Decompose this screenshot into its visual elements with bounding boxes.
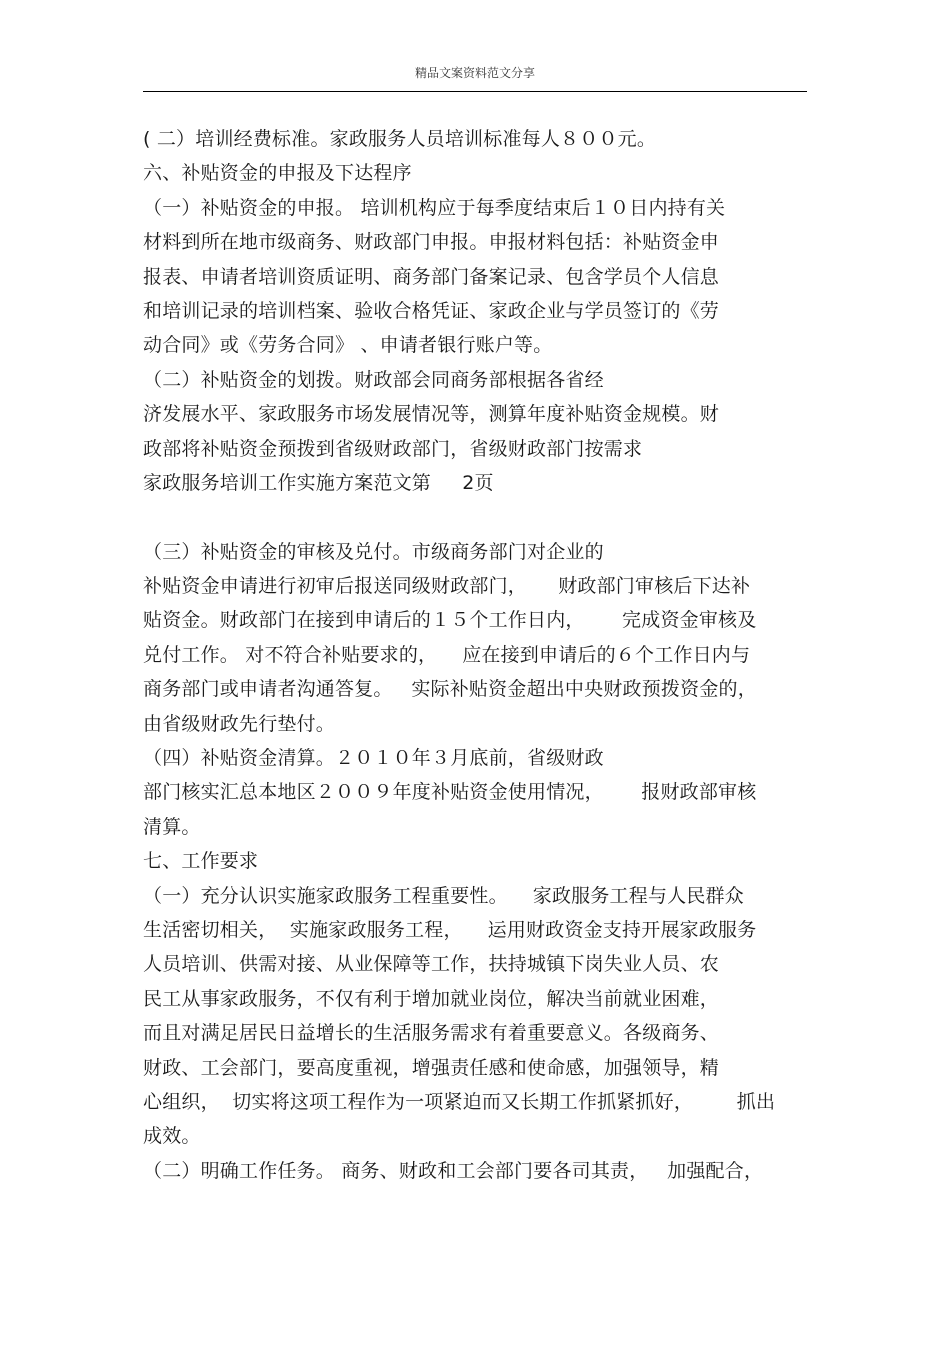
page-footer-line: 家政服务培训工作实施方案范文第 2页: [143, 471, 494, 494]
body-line: 清算。: [143, 815, 201, 838]
document-body: [143, 122, 823, 1188]
body-line: 部门核实汇总本地区２００９年度补贴资金使用情况， 报财政部审核: [143, 781, 757, 804]
body-line: （二）补贴资金的划拨。财政部会同商务部根据各省经: [143, 368, 604, 391]
body-line: （一）充分认识实施家政服务工程重要性。 家政服务工程与人民群众: [143, 884, 744, 907]
body-line: 济发展水平、家政服务市场发展情况等，测算年度补贴资金规模。财: [143, 403, 720, 426]
body-line: 动合同》或《劳务合同》 、申请者银行账户等。: [143, 334, 553, 357]
header-divider: [143, 91, 807, 92]
page-header-title: 精品文案资料范文分享: [414, 66, 535, 80]
body-line: 人员培训、供需对接、从业保障等工作，扶持城镇下岗失业人员、农: [143, 953, 720, 976]
body-line: 成效。: [143, 1125, 201, 1148]
body-line: ( 二）培训经费标准。家政服务人员培训标准每人８００元。: [143, 128, 657, 150]
body-line: 贴资金。财政部门在接到申请后的１５个工作日内， 完成资金审核及: [143, 609, 757, 632]
body-line: 政部将补贴资金预拨到省级财政部门，省级财政部门按需求: [143, 437, 643, 460]
body-line: 心组织， 切实将这项工程作为一项紧迫而又长期工作抓紧抓好， 抓出: [143, 1090, 776, 1113]
body-line: 民工从事家政服务，不仅有利于增加就业岗位，解决当前就业困难，: [143, 987, 720, 1010]
body-line: （一）补贴资金的申报。 培训机构应于每季度结束后１０日内持有关: [143, 196, 726, 219]
body-line: 而且对满足居民日益增长的生活服务需求有着重要意义。各级商务、: [143, 1022, 720, 1045]
page-break-gap: [143, 500, 823, 534]
section-heading: 七、工作要求: [143, 850, 259, 873]
body-line: （四）补贴资金清算。２０１０年３月底前，省级财政: [143, 747, 604, 770]
body-line: 材料到所在地市级商务、财政部门申报。申报材料包括：补贴资金申: [143, 231, 720, 254]
body-line: （二）明确工作任务。 商务、财政和工会部门要各司其责， 加强配合，: [143, 1159, 764, 1182]
body-line: 财政、工会部门，要高度重视，增强责任感和使命感，加强领导，精: [143, 1056, 720, 1079]
body-line: 报表、申请者培训资质证明、商务部门备案记录、包含学员个人信息: [143, 265, 720, 288]
body-line: （三）补贴资金的审核及兑付。市级商务部门对企业的: [143, 540, 604, 563]
body-line: 补贴资金申请进行初审后报送同级财政部门， 财政部门审核后下达补: [143, 575, 751, 598]
body-line: 由省级财政先行垫付。: [143, 712, 336, 735]
section-heading: 六、补贴资金的申报及下达程序: [143, 162, 412, 185]
body-line: 生活密切相关， 实施家政服务工程， 运用财政资金支持开展家政服务: [143, 918, 757, 941]
body-line: 和培训记录的培训档案、验收合格凭证、家政企业与学员签订的《劳: [143, 299, 720, 322]
body-line: 兑付工作。 对不符合补贴要求的， 应在接到申请后的６个工作日内与: [143, 643, 751, 666]
body-line: 商务部门或申请者沟通答复。 实际补贴资金超出中央财政预拨资金的，: [143, 678, 757, 701]
